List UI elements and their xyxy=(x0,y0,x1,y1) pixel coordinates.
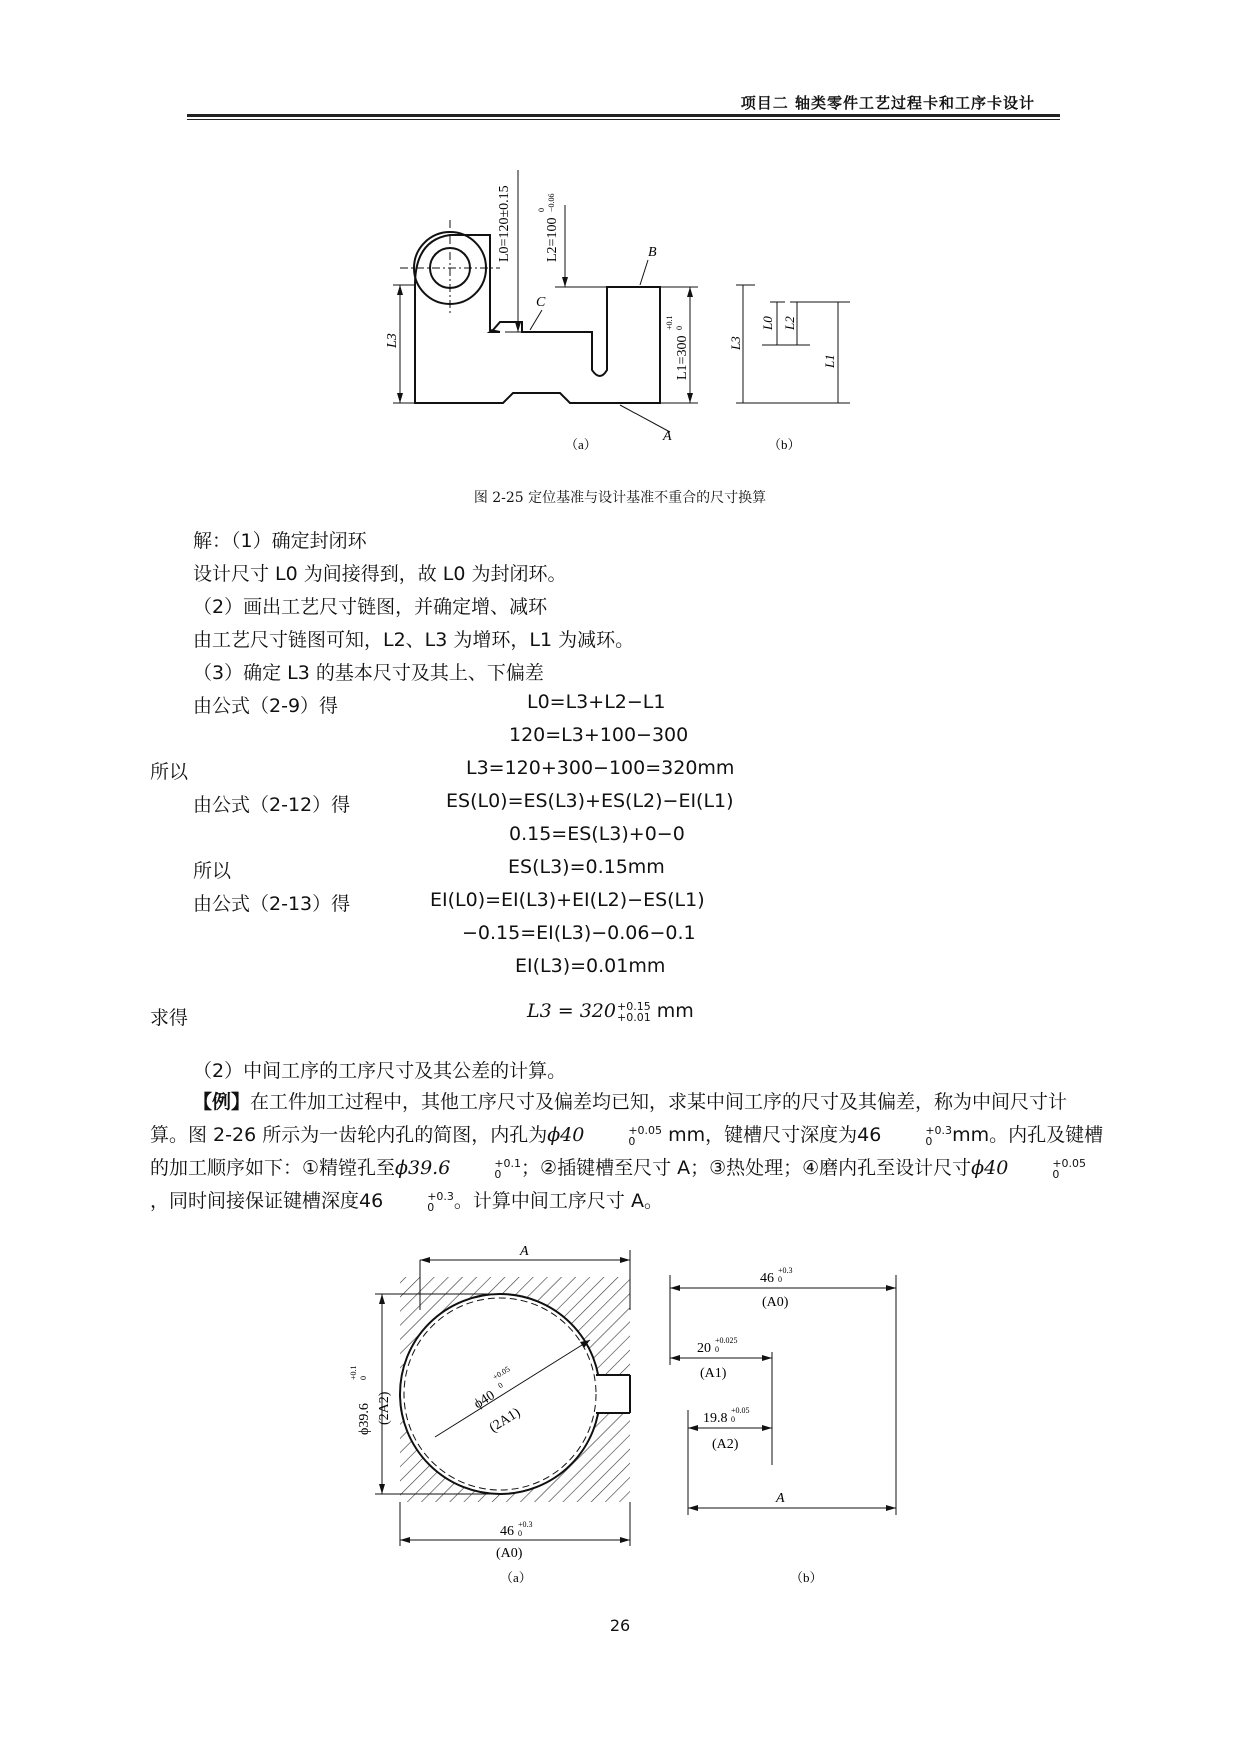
dim-d396-tol-lower: 0 xyxy=(359,1376,368,1380)
page-number: 26 xyxy=(609,1616,631,1635)
tol xyxy=(451,1158,521,1180)
formula-eq: −0.15=EI(L3)−0.06−0.1 xyxy=(462,922,696,944)
unit: mm xyxy=(952,1124,990,1146)
dim-2A1: (2A1) xyxy=(486,1405,524,1436)
formula-eq: ES(L0)=ES(L3)+ES(L2)−EI(L1) xyxy=(446,790,734,812)
chain-A: A xyxy=(776,1491,785,1506)
chain-L2: L2 xyxy=(782,316,797,330)
step1-heading: 解：（1）确定封闭环 xyxy=(193,530,367,552)
example-text: 。计算中间工序尺寸 A。 xyxy=(453,1190,663,1212)
tol xyxy=(585,1125,662,1147)
tol-upper: +0.05 xyxy=(1052,1156,1087,1170)
dim-d40: ϕ40 xyxy=(471,1388,498,1413)
dim-L1-tol-upper: +0.1 xyxy=(665,315,674,330)
formula-eq: 0.15=ES(L3)+0−0 xyxy=(509,823,685,845)
dim-d396: ϕ39.6 xyxy=(357,1403,372,1435)
formula-eq: EI(L0)=EI(L3)+EI(L2)−ES(L1) xyxy=(430,889,705,911)
result-eq-base: L3 = 320 xyxy=(527,1000,616,1022)
formula-eq: ES(L3)=0.15mm xyxy=(508,856,665,878)
formula-label: 由公式（2-12）得 xyxy=(193,794,351,816)
section2-heading: （2）中间工序的工序尺寸及其公差的计算。 xyxy=(193,1060,567,1082)
dim-A: A xyxy=(520,1244,529,1259)
tol-lower: 0 xyxy=(628,1134,636,1148)
chain-L3: L3 xyxy=(728,336,743,350)
example-tag: 【例】 xyxy=(193,1091,251,1113)
example-text: ，键槽尺寸深度为 xyxy=(705,1124,858,1146)
dim-text: 46 xyxy=(359,1190,384,1212)
chain-L1: L1 xyxy=(822,354,837,368)
dim-L0-label: L0=120±0.15 xyxy=(497,185,512,262)
step2-text: 由工艺尺寸链图可知，L2、L3 为增环，L1 为减环。 xyxy=(193,629,635,651)
chain-20-tol-upper: +0.025 xyxy=(715,1336,738,1345)
formula-eq: L3=120+300−100=320mm xyxy=(466,757,735,779)
fig2-label-b: （b） xyxy=(790,1570,823,1585)
formula-label: 所以 xyxy=(193,860,232,882)
figure-2-25 xyxy=(0,0,1240,480)
dim-text: ϕ40 xyxy=(971,1157,1009,1179)
tol xyxy=(384,1191,454,1213)
dim-text: 46 xyxy=(857,1124,882,1146)
tol-upper: +0.3 xyxy=(925,1123,953,1137)
formula-eq: L0=L3+L2−L1 xyxy=(527,691,666,713)
fig1-label-b: （b） xyxy=(768,437,801,452)
example-paragraph xyxy=(150,1086,1105,1218)
chain-A2: (A2) xyxy=(712,1437,739,1452)
fig2-label-a: （a） xyxy=(500,1570,532,1585)
example-text: ；②插键槽至尺寸 A；③热处理；④磨内孔至设计尺寸 xyxy=(521,1157,972,1179)
result-tolerance xyxy=(617,1001,651,1023)
example-text: ，同时间接保证键槽深度 xyxy=(150,1190,360,1212)
tol-upper: +0.1 xyxy=(494,1156,522,1170)
chain-198: 19.8 xyxy=(703,1411,728,1426)
step2-heading: （2）画出工艺尺寸链图，并确定增、减环 xyxy=(193,596,548,618)
dim-L1-tol-lower: 0 xyxy=(675,326,684,330)
formula-eq: 120=L3+100−300 xyxy=(509,724,689,746)
point-C: C xyxy=(536,295,546,310)
chain-46-tol-lower: 0 xyxy=(778,1275,782,1284)
chain-20: 20 xyxy=(697,1341,711,1356)
figure-caption: 图 2-25 定位基准与设计基准不重合的尺寸换算 xyxy=(473,490,767,506)
formula-label: 由公式（2-13）得 xyxy=(193,893,351,915)
dim-d40-tol-upper: +0.05 xyxy=(491,1364,512,1382)
dim-46: 46 xyxy=(500,1524,514,1539)
result-label: 求得 xyxy=(150,1007,189,1029)
tol-lower: 0 xyxy=(427,1200,435,1214)
tol-lower: +0.01 xyxy=(616,1010,651,1024)
unit: mm xyxy=(668,1124,706,1146)
formula-eq: EI(L3)=0.01mm xyxy=(515,955,666,977)
chain-A1: (A1) xyxy=(700,1366,727,1381)
tol-lower: 0 xyxy=(494,1167,502,1181)
dim-L1-label: L1=300 xyxy=(675,335,690,380)
dim-46-tol-lower: 0 xyxy=(518,1529,522,1538)
dim-A0: (A0) xyxy=(496,1546,523,1561)
tol xyxy=(1009,1158,1086,1180)
chain-46-tol-upper: +0.3 xyxy=(778,1266,793,1275)
point-B: B xyxy=(648,245,657,260)
formula-label: 所以 xyxy=(150,761,189,783)
tol-upper: +0.15 xyxy=(616,999,651,1013)
result-equation xyxy=(527,1000,694,1023)
tol xyxy=(882,1125,952,1147)
chain-198-tol-lower: 0 xyxy=(731,1415,735,1424)
dim-L2-tol-upper: 0 xyxy=(537,208,546,212)
dim-L2-tol-lower: −0.06 xyxy=(547,193,556,212)
tol-upper: +0.3 xyxy=(427,1189,454,1203)
chain-L0: L0 xyxy=(760,316,775,330)
example-text: 。内孔及键槽的加工顺序如下：①精镗孔至 xyxy=(150,1124,1104,1179)
dim-d40-tol-lower: 0 xyxy=(496,1380,505,1391)
example-text: 在工件加工过程中，其他工序尺寸及偏差均已知，求某中间工序的尺寸及其偏差，称为中间尺寸计算。图 2-26 所示为一齿轮内孔的简图，内孔为 xyxy=(150,1091,1068,1146)
dim-46-tol-upper: +0.3 xyxy=(518,1520,533,1529)
dim-text: ϕ39.6 xyxy=(395,1157,451,1179)
dim-L2-label: L2=100 xyxy=(545,217,560,262)
chain-198-tol-upper: +0.05 xyxy=(731,1406,750,1415)
chain-A0: (A0) xyxy=(762,1295,789,1310)
tol-upper: +0.05 xyxy=(628,1123,663,1137)
point-A: A xyxy=(663,429,672,444)
dim-2A2: (2A2) xyxy=(377,1391,392,1425)
dim-text: ϕ40 xyxy=(547,1124,585,1146)
tol-lower: 0 xyxy=(1052,1167,1060,1181)
dim-L3-label: L3 xyxy=(385,333,400,348)
tol-lower: 0 xyxy=(925,1134,933,1148)
chain-46: 46 xyxy=(760,1271,774,1286)
gear-section xyxy=(400,1277,630,1502)
step1-text: 设计尺寸 L0 为间接得到，故 L0 为封闭环。 xyxy=(193,563,567,585)
dim-d396-tol-upper: +0.1 xyxy=(349,1365,358,1380)
result-unit: mm xyxy=(656,1000,694,1022)
running-header: 项目二 轴类零件工艺过程卡和工序卡设计 xyxy=(740,94,1035,112)
figure-2-26 xyxy=(0,1230,1240,1600)
chain-20-tol-lower: 0 xyxy=(715,1345,719,1354)
step3-heading: （3）确定 L3 的基本尺寸及其上、下偏差 xyxy=(193,662,544,684)
formula-label: 由公式（2-9）得 xyxy=(193,695,339,717)
fig1-label-a: （a） xyxy=(565,437,597,452)
